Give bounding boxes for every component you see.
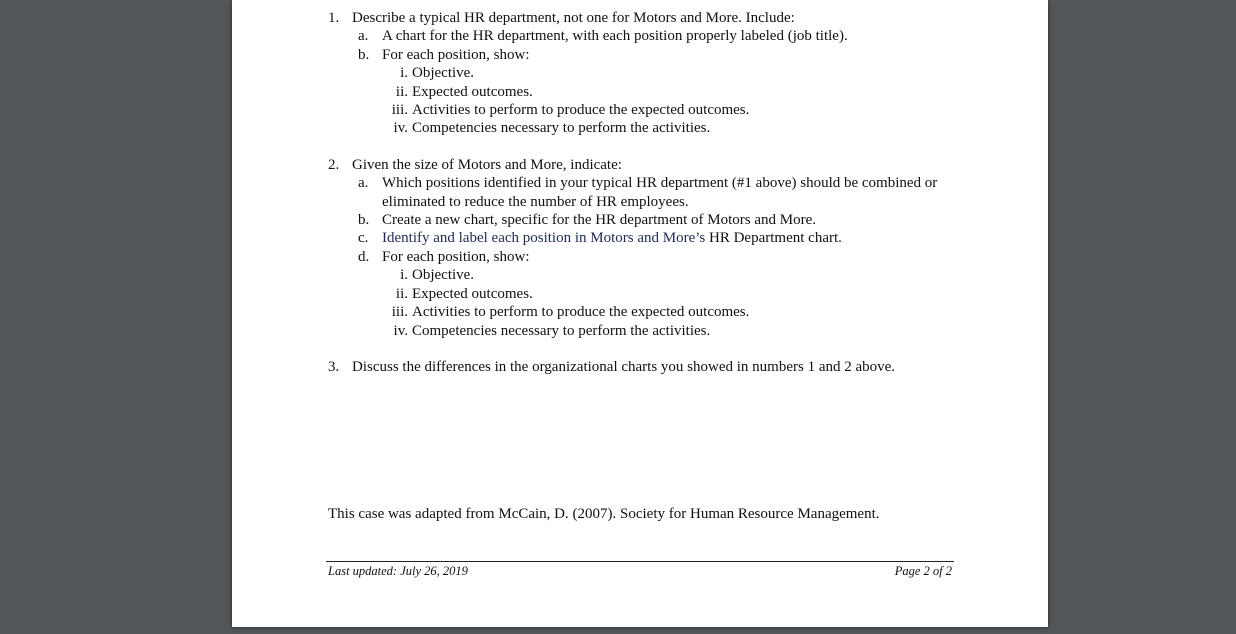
roman-item <box>382 285 968 303</box>
sub-item-text: Which positions identified in your typical HR department (#1 above) should be combined or eliminated to reduce the number of HR employees. <box>382 175 938 210</box>
sub-item <box>352 229 968 247</box>
question-text: Describe a typical HR department, not one for Motors and More. Include: <box>352 10 795 26</box>
document-page <box>232 0 1048 627</box>
sub-item-letter: a. <box>358 28 369 45</box>
footer-page-number: Page 2 of 2 <box>894 564 952 578</box>
roman-item-text: Competencies necessary to perform the activities. <box>412 322 711 339</box>
question-text: Discuss the differences in the organizational charts you showed in numbers 1 and 2 above. <box>352 358 896 375</box>
roman-item <box>382 101 968 119</box>
footer-divider <box>326 561 954 562</box>
sub-item-letter: d. <box>358 248 370 265</box>
roman-item-text: Objective. <box>412 267 475 284</box>
sub-item <box>352 27 968 45</box>
question-2 <box>328 156 968 174</box>
sub-item-text-suffix: HR Department chart. <box>705 230 842 247</box>
sub-item-text: Identify and label each position in Motors and More’s <box>382 230 706 247</box>
roman-numeral: i. <box>400 267 408 284</box>
sub-item-text: A chart for the HR department, with each position properly labeled (job title). <box>382 28 848 45</box>
sub-item-text: For each position, show: <box>382 248 530 265</box>
roman-numeral: i. <box>400 65 408 82</box>
roman-numeral: ii. <box>395 83 408 100</box>
question-number: 2. <box>328 156 340 173</box>
sub-item-text: For each position, show: <box>382 46 530 63</box>
sub-item-letter: a. <box>358 175 369 192</box>
roman-item <box>382 266 968 284</box>
roman-item <box>382 322 968 340</box>
sub-item <box>352 248 968 340</box>
question-text: Given the size of Motors and More, indicate: <box>352 156 622 173</box>
roman-numeral: iii. <box>391 304 408 321</box>
question-3 <box>328 358 968 376</box>
roman-item <box>382 119 968 137</box>
source-citation: This case was adapted from McCain, D. (2007). Society for Human Resource Management. <box>328 506 880 522</box>
sub-item-letter: c. <box>358 230 369 247</box>
sub-item-letter: b. <box>358 46 370 63</box>
roman-item <box>382 303 968 321</box>
roman-item <box>382 64 968 82</box>
sub-item <box>352 46 968 138</box>
roman-item <box>382 83 968 101</box>
roman-numeral: ii. <box>395 285 408 302</box>
sub-item <box>352 174 968 211</box>
roman-numeral: iv. <box>393 120 408 137</box>
roman-item-text: Competencies necessary to perform the activities. <box>412 120 711 137</box>
sub-item-letter: b. <box>358 212 370 229</box>
question-number: 3. <box>328 358 340 375</box>
page-content <box>328 9 968 376</box>
roman-numeral: iii. <box>391 102 408 119</box>
sub-item-text: Create a new chart, specific for the HR department of Motors and More. <box>382 212 817 229</box>
roman-item-text: Expected outcomes. <box>412 285 533 302</box>
sub-item <box>352 211 968 229</box>
roman-item-text: Activities to perform to produce the expected outcomes. <box>412 304 750 321</box>
roman-item-text: Expected outcomes. <box>412 83 533 100</box>
roman-item-text: Activities to perform to produce the expected outcomes. <box>412 102 750 119</box>
footer-last-updated: Last updated: July 26, 2019 <box>328 564 468 578</box>
question-1 <box>328 9 968 27</box>
question-number: 1. <box>328 10 340 26</box>
roman-item-text: Objective. <box>412 65 475 82</box>
roman-numeral: iv. <box>393 322 408 339</box>
